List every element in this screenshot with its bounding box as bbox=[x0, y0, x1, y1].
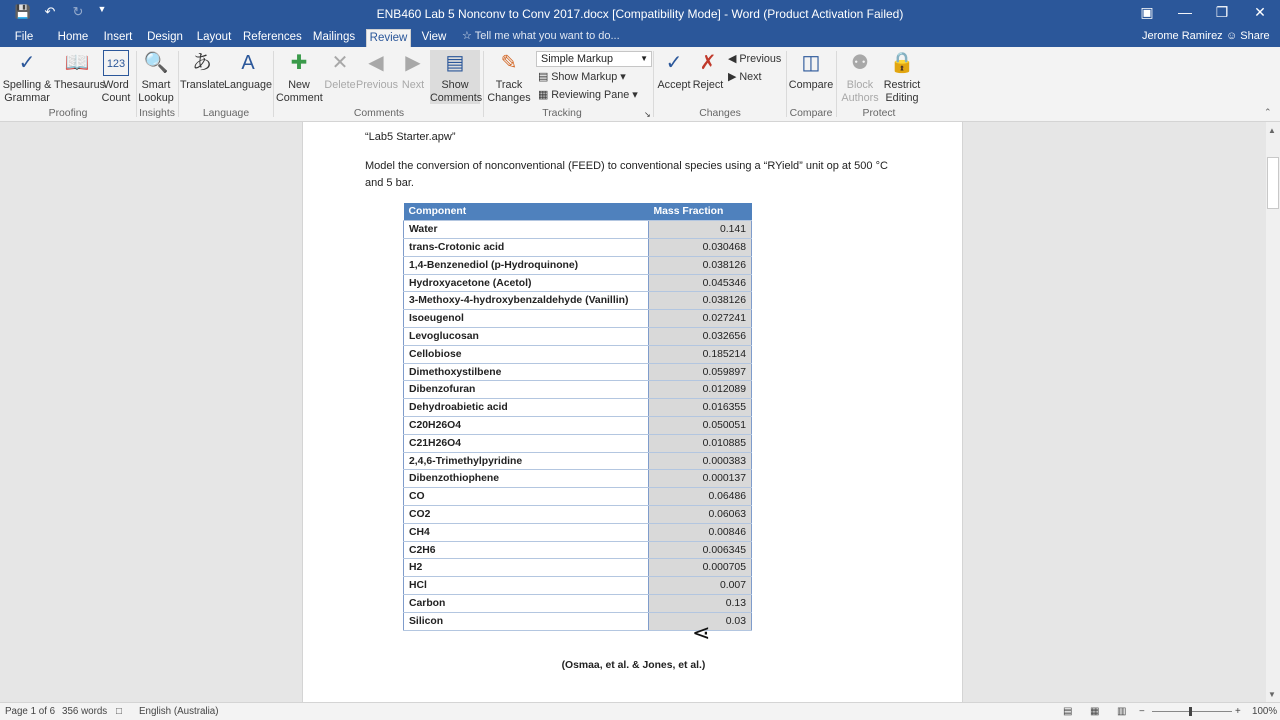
mass-fraction-cell: 0.059897 bbox=[649, 363, 752, 381]
separator bbox=[273, 51, 274, 117]
mass-fraction-cell: 0.038126 bbox=[649, 256, 752, 274]
mass-fraction-cell: 0.007 bbox=[649, 577, 752, 595]
previous-comment-icon: ◀ bbox=[368, 52, 384, 74]
group-protect: Protect bbox=[862, 108, 896, 119]
reviewing-pane-label: Reviewing Pane bbox=[551, 89, 630, 101]
mass-fraction-cell: 0.141 bbox=[649, 221, 752, 239]
component-cell: Silicon bbox=[404, 612, 649, 630]
citation: (Osmaa, et al. & Jones, et al.) bbox=[561, 660, 706, 671]
group-comments: Comments bbox=[353, 108, 405, 119]
compare-label: Compare bbox=[788, 79, 834, 91]
tab-review[interactable]: Review bbox=[366, 29, 411, 47]
customize-qat-icon[interactable]: ▼ bbox=[97, 4, 107, 14]
mass-fraction-cell: 0.050051 bbox=[649, 417, 752, 435]
component-cell: H2 bbox=[404, 559, 649, 577]
reject-icon: ✗ bbox=[699, 52, 717, 74]
component-cell: Carbon bbox=[404, 595, 649, 613]
tab-file[interactable]: File bbox=[14, 31, 34, 43]
delete-comment-icon: ✕ bbox=[331, 52, 349, 74]
close-icon[interactable]: ✕ bbox=[1254, 4, 1266, 20]
translate-icon: あ bbox=[192, 52, 212, 74]
file-name-line: “Lab5 Starter.apw” bbox=[365, 131, 456, 143]
new-comment-button[interactable] bbox=[276, 50, 322, 105]
previous-comment-label: Previous bbox=[356, 79, 399, 91]
tab-references[interactable]: References bbox=[243, 31, 302, 43]
title-bar bbox=[0, 0, 1280, 28]
component-cell: Dimethoxystilbene bbox=[404, 363, 649, 381]
web-layout-icon[interactable]: ▥ bbox=[1117, 706, 1127, 717]
tracking-dialog-launcher-icon[interactable]: ↘ bbox=[644, 110, 651, 119]
ribbon-display-options-icon[interactable]: ▣ bbox=[1140, 4, 1154, 20]
status-bar bbox=[0, 702, 1280, 720]
save-icon[interactable]: 💾 bbox=[14, 4, 32, 19]
table-row bbox=[404, 577, 752, 595]
new-comment-icon: ✚ bbox=[290, 52, 308, 74]
share-label: Share bbox=[1240, 30, 1270, 42]
group-tracking: Tracking bbox=[542, 108, 582, 119]
new-comment-label: New Comment bbox=[276, 79, 323, 104]
table-row bbox=[404, 274, 752, 292]
accept-icon: ✓ bbox=[665, 52, 683, 74]
block-authors-label: Block Authors bbox=[841, 79, 879, 104]
track-changes-icon: ✎ bbox=[500, 52, 518, 74]
tell-me-text: Tell me what you want to do... bbox=[474, 30, 620, 42]
show-comments-label: Show Comments bbox=[430, 79, 483, 104]
ribbon-tabs bbox=[0, 28, 1280, 47]
markup-select-value: Simple Markup bbox=[541, 53, 614, 65]
table-row bbox=[404, 363, 752, 381]
mass-fraction-cell: 0.03 bbox=[649, 612, 752, 630]
next-change-icon: ▶ bbox=[728, 71, 737, 83]
next-change-button[interactable] bbox=[728, 70, 762, 83]
review-ribbon bbox=[0, 47, 1280, 122]
component-cell: Dehydroabietic acid bbox=[404, 399, 649, 417]
mass-fraction-cell: 0.006345 bbox=[649, 541, 752, 559]
component-cell: Hydroxyacetone (Acetol) bbox=[404, 274, 649, 292]
accept-label: Accept bbox=[657, 79, 691, 91]
restrict-editing-label: Restrict Editing bbox=[883, 79, 921, 104]
mass-fraction-cell: 0.000383 bbox=[649, 452, 752, 470]
component-cell: C20H26O4 bbox=[404, 417, 649, 435]
table-row bbox=[404, 595, 752, 613]
component-header: Component bbox=[404, 203, 649, 221]
table-row bbox=[404, 221, 752, 239]
tab-design[interactable]: Design bbox=[147, 31, 183, 43]
proofing-status-icon[interactable]: □ bbox=[116, 706, 122, 717]
reviewing-pane-button[interactable]: ▦ Reviewing Pane ▾ bbox=[538, 89, 638, 101]
table-row bbox=[404, 434, 752, 452]
separator bbox=[836, 51, 837, 117]
show-comments-button[interactable] bbox=[430, 50, 483, 104]
mass-fraction-header: Mass Fraction bbox=[649, 203, 752, 221]
previous-comment-button[interactable] bbox=[356, 50, 399, 92]
language-icon: A bbox=[241, 52, 255, 74]
reviewing-pane-icon: ▦ bbox=[538, 89, 549, 101]
mass-fraction-cell: 0.00846 bbox=[649, 523, 752, 541]
person-icon: ☺ bbox=[1226, 30, 1238, 42]
component-cell: 2,4,6-Trimethylpyridine bbox=[404, 452, 649, 470]
mass-fraction-cell: 0.185214 bbox=[649, 345, 752, 363]
word-count-label: Word Count bbox=[101, 79, 131, 104]
tab-mailings[interactable]: Mailings bbox=[312, 31, 356, 43]
composition-table bbox=[403, 203, 752, 631]
share-button[interactable] bbox=[1226, 30, 1270, 42]
document-area bbox=[0, 122, 1266, 702]
mass-fraction-cell: 0.06486 bbox=[649, 488, 752, 506]
show-markup-button[interactable]: ▤ Show Markup ▾ bbox=[538, 71, 626, 83]
mass-fraction-cell: 0.038126 bbox=[649, 292, 752, 310]
previous-change-button[interactable] bbox=[728, 52, 781, 65]
next-comment-button[interactable] bbox=[398, 50, 428, 92]
tab-insert[interactable]: Insert bbox=[103, 31, 133, 43]
table-row bbox=[404, 345, 752, 363]
document-page[interactable] bbox=[302, 122, 963, 702]
text-cursor-icon: ⋖ bbox=[692, 620, 711, 645]
table-row bbox=[404, 559, 752, 577]
reject-button[interactable] bbox=[690, 50, 726, 92]
book-icon: 📖 bbox=[64, 52, 90, 74]
component-cell: Dibenzothiophene bbox=[404, 470, 649, 488]
component-cell: Dibenzofuran bbox=[404, 381, 649, 399]
show-markup-icon: ▤ bbox=[538, 71, 549, 83]
group-proofing: Proofing bbox=[48, 108, 88, 119]
previous-change-icon: ◀ bbox=[728, 53, 737, 65]
thesaurus-button[interactable] bbox=[54, 50, 106, 92]
undo-icon[interactable]: ↶ bbox=[44, 4, 56, 19]
table-row bbox=[404, 506, 752, 524]
mass-fraction-cell: 0.030468 bbox=[649, 239, 752, 257]
show-markup-label: Show Markup bbox=[551, 71, 618, 83]
read-mode-icon[interactable]: ▤ bbox=[1063, 706, 1073, 717]
block-authors-button[interactable] bbox=[838, 50, 882, 105]
smart-lookup-label: Smart Lookup bbox=[138, 79, 174, 104]
chevron-down-icon: ▼ bbox=[640, 54, 648, 63]
tab-home[interactable]: Home bbox=[57, 31, 89, 43]
minimize-icon[interactable]: — bbox=[1178, 4, 1192, 20]
delete-comment-button[interactable] bbox=[322, 50, 358, 92]
table-row bbox=[404, 381, 752, 399]
component-cell: Levoglucosan bbox=[404, 328, 649, 346]
separator bbox=[653, 51, 654, 117]
translate-label: Translate bbox=[180, 79, 225, 91]
table-header-row bbox=[404, 203, 752, 221]
component-cell: CH4 bbox=[404, 523, 649, 541]
next-comment-label: Next bbox=[401, 79, 425, 91]
table-row bbox=[404, 417, 752, 435]
word-count-status[interactable]: 356 words bbox=[62, 706, 108, 717]
instruction-paragraph: Model the conversion of nonconventional (FEED) to conventional species using a “RYield” unit op at 500 °C and 5 bar. bbox=[365, 160, 888, 189]
zoom-slider[interactable] bbox=[1152, 711, 1232, 712]
redo-icon[interactable]: ↻ bbox=[72, 4, 84, 19]
separator bbox=[483, 51, 484, 117]
mass-fraction-cell: 0.13 bbox=[649, 595, 752, 613]
zoom-slider-handle[interactable] bbox=[1189, 707, 1192, 716]
maximize-icon[interactable]: ❐ bbox=[1215, 4, 1229, 20]
collapse-ribbon-icon[interactable]: ⌃ bbox=[1264, 107, 1272, 117]
word-count-button[interactable] bbox=[100, 50, 132, 105]
mass-fraction-cell: 0.045346 bbox=[649, 274, 752, 292]
table-row bbox=[404, 239, 752, 257]
restrict-editing-button[interactable] bbox=[880, 50, 924, 105]
scroll-up-icon[interactable]: ▲ bbox=[1268, 126, 1276, 135]
spelling-label: Spelling & Grammar bbox=[2, 79, 52, 104]
mass-fraction-cell: 0.06063 bbox=[649, 506, 752, 524]
compare-button[interactable] bbox=[788, 50, 834, 92]
mass-fraction-cell: 0.016355 bbox=[649, 399, 752, 417]
table-row bbox=[404, 523, 752, 541]
component-cell: C2H6 bbox=[404, 541, 649, 559]
table-row bbox=[404, 328, 752, 346]
language-status[interactable]: English (Australia) bbox=[139, 706, 219, 717]
mass-fraction-cell: 0.027241 bbox=[649, 310, 752, 328]
vertical-scrollbar[interactable] bbox=[1266, 122, 1280, 702]
compare-icon: ◫ bbox=[801, 52, 821, 74]
mass-fraction-cell: 0.012089 bbox=[649, 381, 752, 399]
search-icon: 🔍 bbox=[143, 52, 169, 74]
table-row bbox=[404, 399, 752, 417]
scrollbar-thumb[interactable] bbox=[1267, 157, 1279, 209]
language-label: Language bbox=[224, 79, 273, 91]
table-row bbox=[404, 256, 752, 274]
group-language: Language bbox=[202, 108, 250, 119]
track-changes-button[interactable] bbox=[486, 50, 532, 105]
smart-lookup-button[interactable] bbox=[136, 50, 176, 105]
track-changes-label: Track Changes bbox=[487, 79, 531, 104]
table-row bbox=[404, 488, 752, 506]
component-cell: HCl bbox=[404, 577, 649, 595]
word-count-icon: 123 bbox=[103, 50, 129, 76]
accept-button[interactable] bbox=[656, 50, 692, 92]
component-cell: Cellobiose bbox=[404, 345, 649, 363]
mass-fraction-cell: 0.000137 bbox=[649, 470, 752, 488]
spelling-grammar-button[interactable] bbox=[2, 50, 52, 105]
lock-icon: 🔒 bbox=[889, 52, 915, 74]
mass-fraction-cell: 0.010885 bbox=[649, 434, 752, 452]
component-cell: Isoeugenol bbox=[404, 310, 649, 328]
mass-fraction-cell: 0.032656 bbox=[649, 328, 752, 346]
delete-label: Delete bbox=[324, 79, 356, 91]
previous-change-label: Previous bbox=[739, 53, 782, 65]
zoom-in-icon[interactable]: + bbox=[1235, 706, 1241, 717]
table-row bbox=[404, 541, 752, 559]
translate-button[interactable] bbox=[180, 50, 224, 92]
zoom-level[interactable]: 100% bbox=[1252, 706, 1278, 717]
table-row bbox=[404, 452, 752, 470]
tab-layout[interactable]: Layout bbox=[196, 31, 232, 43]
zoom-out-icon[interactable]: − bbox=[1139, 706, 1145, 717]
thesaurus-label: Thesaurus bbox=[54, 79, 106, 91]
component-cell: CO bbox=[404, 488, 649, 506]
component-cell: Water bbox=[404, 221, 649, 239]
print-layout-icon[interactable]: ▦ bbox=[1090, 706, 1100, 717]
group-insights: Insights bbox=[139, 108, 175, 119]
group-compare: Compare bbox=[789, 108, 833, 119]
component-cell: trans-Crotonic acid bbox=[404, 239, 649, 257]
separator bbox=[786, 51, 787, 117]
lightbulb-icon: ☆ bbox=[462, 30, 472, 42]
next-comment-icon: ▶ bbox=[405, 52, 421, 74]
language-button[interactable] bbox=[224, 50, 272, 92]
page-count[interactable]: Page 1 of 6 bbox=[5, 706, 56, 717]
show-comments-icon: ▤ bbox=[445, 52, 465, 74]
mass-fraction-cell: 0.000705 bbox=[649, 559, 752, 577]
tab-view[interactable]: View bbox=[421, 31, 447, 43]
component-cell: CO2 bbox=[404, 506, 649, 524]
table-row bbox=[404, 470, 752, 488]
tell-me-search[interactable] bbox=[462, 29, 620, 42]
scroll-down-icon[interactable]: ▼ bbox=[1268, 690, 1276, 699]
component-cell: 3-Methoxy-4-hydroxybenzaldehyde (Vanillin) bbox=[404, 292, 649, 310]
user-name[interactable]: Jerome Ramirez bbox=[1142, 30, 1223, 42]
display-for-review-select[interactable] bbox=[536, 51, 652, 67]
spellcheck-icon: ✓ bbox=[18, 52, 36, 74]
table-row bbox=[404, 310, 752, 328]
separator bbox=[178, 51, 179, 117]
table-row bbox=[404, 292, 752, 310]
next-change-label: Next bbox=[739, 71, 762, 83]
window-title: ENB460 Lab 5 Nonconv to Conv 2017.docx [Compatibility Mode] - Word (Product Activation Failed) bbox=[376, 7, 904, 21]
component-cell: C21H26O4 bbox=[404, 434, 649, 452]
group-changes: Changes bbox=[699, 108, 741, 119]
component-cell: 1,4-Benzenediol (p-Hydroquinone) bbox=[404, 256, 649, 274]
block-authors-icon: ⚉ bbox=[851, 52, 869, 74]
reject-label: Reject bbox=[692, 79, 724, 91]
